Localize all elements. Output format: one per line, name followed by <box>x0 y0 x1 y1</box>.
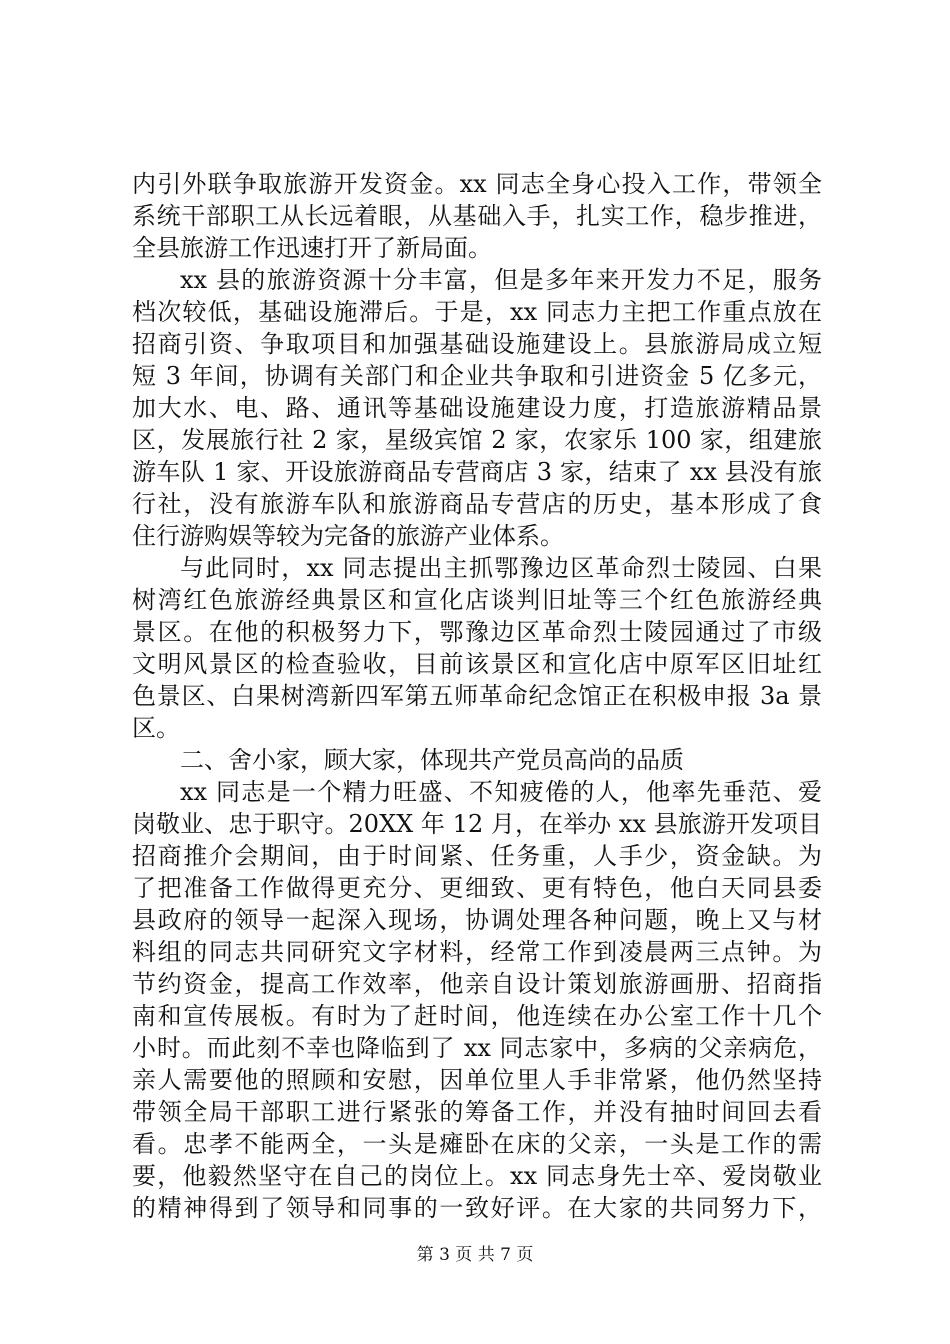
text-line: 短 3 年间，协调有关部门和企业共争取和引进资金 5 亿多元， <box>132 362 822 390</box>
paragraph-first-line: 与此同时，xx 同志提出主抓鄂豫边区革命烈士陵园、白果 <box>180 554 822 582</box>
text-line: 游车队 1 家、开设旅游商品专营商店 3 家，结束了 xx 县没有旅 <box>132 458 822 486</box>
text-line: 树湾红色旅游经典景区和宣化店谈判旧址等三个红色旅游经典 <box>132 586 822 614</box>
text-line: 南和宣传展板。有时为了赶时间，他连续在办公室工作十几个 <box>132 1002 822 1030</box>
text-line: 区，发展旅行社 2 家，星级宾馆 2 家，农家乐 100 家，组建旅 <box>132 426 822 454</box>
text-line: 景区。在他的积极努力下，鄂豫边区革命烈士陵园通过了市级 <box>132 618 822 646</box>
paragraph-first-line: xx 同志是一个精力旺盛、不知疲倦的人，他率先垂范、爱 <box>180 778 822 806</box>
text-line: 加大水、电、路、通讯等基础设施建设力度，打造旅游精品景 <box>132 394 822 422</box>
text-line: 招商引资、争取项目和加强基础设施建设上。县旅游局成立短 <box>132 330 822 358</box>
section-heading: 二、舍小家，顾大家，体现共产党员高尚的品质 <box>180 746 684 774</box>
text-line: 料组的同志共同研究文字材料，经常工作到凌晨两三点钟。为 <box>132 938 822 966</box>
text-line: 岗敬业、忠于职守。20XX 年 12 月，在举办 xx 县旅游开发项目 <box>132 810 822 838</box>
text-line: 住行游购娱等较为完备的旅游产业体系。 <box>132 522 564 550</box>
text-line: 区。 <box>132 714 180 742</box>
text-line: 小时。而此刻不幸也降临到了 xx 同志家中，多病的父亲病危， <box>132 1034 822 1062</box>
text-line: 文明风景区的检查验收，目前该景区和宣化店中原军区旧址红 <box>132 650 822 678</box>
text-line: 要，他毅然坚守在自己的岗位上。xx 同志身先士卒、爱岗敬业 <box>132 1162 822 1190</box>
text-line: 行社，没有旅游车队和旅游商品专营店的历史，基本形成了食 <box>132 490 822 518</box>
text-line: 亲人需要他的照顾和安慰，因单位里人手非常紧，他仍然坚持 <box>132 1066 822 1094</box>
text-line: 内引外联争取旅游开发资金。xx 同志全身心投入工作，带领全 <box>132 170 822 198</box>
text-line: 节约资金，提高工作效率，他亲自设计策划旅游画册、招商指 <box>132 970 822 998</box>
text-line: 色景区、白果树湾新四军第五师革命纪念馆正在积极申报 3a 景 <box>132 682 822 710</box>
text-line: 的精神得到了领导和同事的一致好评。在大家的共同努力下， <box>132 1194 822 1222</box>
text-line: 档次较低，基础设施滞后。于是，xx 同志力主把工作重点放在 <box>132 298 822 326</box>
page-number-footer: 第 3 页 共 7 页 <box>416 1245 534 1265</box>
text-line: 全县旅游工作迅速打开了新局面。 <box>132 234 492 262</box>
text-line: 带领全局干部职工进行紧张的筹备工作，并没有抽时间回去看 <box>132 1098 822 1126</box>
text-line: 招商推介会期间，由于时间紧、任务重，人手少，资金缺。为 <box>132 842 822 870</box>
text-line: 看。忠孝不能两全，一头是瘫卧在床的父亲，一头是工作的需 <box>132 1130 822 1158</box>
text-line: 了把准备工作做得更充分、更细致、更有特色，他白天同县委 <box>132 874 822 902</box>
text-line: 系统干部职工从长远着眼，从基础入手，扎实工作，稳步推进， <box>132 202 822 230</box>
document-body <box>132 168 822 1224</box>
paragraph-first-line: xx 县的旅游资源十分丰富，但是多年来开发力不足，服务 <box>180 266 822 294</box>
text-line: 县政府的领导一起深入现场，协调处理各种问题，晚上又与材 <box>132 906 822 934</box>
